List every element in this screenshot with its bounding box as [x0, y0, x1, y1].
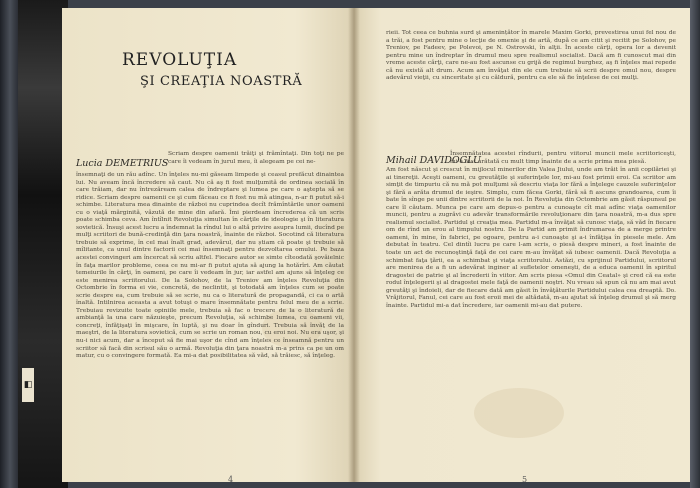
body-paragraphs: însemnaţi de un rău adînc. Un înţeles nu-mi găseam limpede şi ceasul prefăcut dinaintea lui. Nu aveam încă încredere să caut. Nu că aş fi fost mulţumită de ordinea socială în care trăiam, dar nu întrezăream calea de îndreptare şi lumea pe care o aştepta să se ridice. Scriam despre oamenii ce şi cum făceau ce fi fost nu mă atingea, n-ar fi putut să-i schimbe. Literatura mea dinainte de război nu cuprindea decît frămîntările unor oameni cu o viaţă mărginită, văzută de mine din afară. Îmi pierdeam încrederea că un scris poate schimba ceva. Am întîlnit Revoluţia simultan în cărţile de ideologie şi în literatura sovietică. Însuşi acest lucru a îndemnat la rîndul lui o altă privire asupra lumii, ducînd pe mulţi scriitori de bună-credinţă din ţara noastră, înainte de război. Socotind că literatura trebuie să exprime, în cel mai înalt grad, adevărul, dar nu știam că poate şi trebuie să mîlitante, ca unul dintre factorii cei mai însemnaţi pentru dezvoltarea omului. Pe baza acestei convingeri am încercat să scriu altfel. Fiecare autor se simte cîteodată şovăielnic în faţa marilor probleme, ceea ce nu mi-ar fi putut ajuta să ajung la hotărîri. Am căutat temeiurile în cărţi, în oameni, pe care îi vedeam în jur, iar astfel am ajuns să înţeleg ce este menirea scriitorului. De la Solohov, de la Treniov am înţeles Revoluţia din Octombrie în forma ei vie, concretă, de neclintit, şi totodată am înţeles cum se poate scrie despre ea, cum trebuie să se scrie, nu ca o literatură de propagandă, ci ca o artă înaltă. Intilnirea aceasta a avut totuşi o mare însemnătate pentru felul meu de a scrie. Trebuiau revizuite toate opiniile mele, trebuia să fac o trecere de la o literatură de ambianţă la una care năzuieşte, precum Revoluţia, să schimbe lumea, cu oameni vii, concreţi, înfăţişaţi în mişcare, în luptă, şi nu doar în gînduri. Trebuia să învăţ de la maeştri, de la literatura sovietică, cum se scrie un roman nou, cu eroi noi. Nu era uşor, şi nu-i nici acum, dar a început să fie mai uşor de cînd am înţeles ce înseamnă pentru un scriitor să facă din scrisul său o armă. Revoluţia din ţara noastră m-a prins ca pe un om matur, cu o convingere formată. Ea mi-a dat posibilitatea să văd, să trăiesc, să înţeleg.: [76, 172, 344, 360]
page-number: 4: [228, 475, 234, 482]
continued-paragraph: rieii. Tot ceea ce buhnia surd şi amenințător în marele Maxim Gorki, prevestirea unui fel nou de a trăi, a fost pentru mine o lecţie de omenie şi de artă, după ce am citit şi recitit pe Solohov, pe Treniov, pe Fadeev, pe Polevoi, pe N. Ostrovski, în alţii. În aceste cărţi, opera lor a devenit pentru mine un îndreptar în drumul meu spre realismul socialist. Dacă am fi cunoscut mai din vreme aceste cărţi, care ne-au fost ascunse cu grijă de regimul burghez, aş fi înţeles mai repede că nu există alt drum. Acum am învăţat din ele cum trebuie să scrii despre omul nou, despre adevărul vieţii, cu sinceritate şi cu căldură, pentru ca ele să fie înţelese de cei mulţi.: [386, 30, 676, 82]
photo-insert: [18, 0, 68, 488]
right-page: [354, 8, 690, 482]
photo-label-tab: ◧: [22, 368, 34, 402]
page-number: 5: [522, 475, 528, 482]
intro-paragraph: Însemnătatea acestei rîndurii, pentru viitorul muncii mele scriitoriceşti, mi-a fost arătată cu mult timp înainte de a scrie prima mea piesă.: [450, 151, 676, 165]
author-name: Mihail DAVIDOGLU: [386, 155, 482, 166]
article-title: REVOLUŢIA: [122, 50, 238, 70]
article-subtitle: ŞI CREAŢIA NOASTRĂ: [140, 74, 303, 89]
author-name: Lucia DEMETRIUS: [76, 158, 169, 169]
book-cover-edge-left: [0, 0, 20, 488]
book-cover-edge-right: [690, 0, 700, 488]
intro-paragraph: Scriam despre oamenii trăiţi şi frămîntaţi. Din toţi ne pe care îi vedeam în jurul meu, îi alegeam pe cei ne-: [168, 151, 344, 165]
left-page: [62, 8, 354, 482]
body-paragraphs: Am fost născut şi crescut în mijlocul minerilor din Valea Jiului, unde am trăit în anii copilăriei şi ai tinereţii. Aceşti oameni, cu greutăţile şi suferinţele lor, mi-au fost primii eroi. Ca scriitor am simţit de timpuriu că nu mă pot mulţumi să descriu viaţa lor fără a înţelege cauzele suferinţelor şi fără a arăta drumul de ieşire. Simplu, cum făcea Gorki, fără să fi ascuns grandoarea, cum îi bate în sînge pe unii dintre scriitorii de la noi. În Revoluţia din Octombrie am găsit răspunsul pe care îl căutam. Munca pe care am depus-o pentru a cunoaşte cît mai adînc viaţa oamenilor muncii, pentru a zugrăvi cu adevăr transformările revoluţionare din ţara noastră, m-a dus spre realismul socialist. Partidul şi creaţia mea. Partidul m-a învăţat să cunosc viaţa, să văd în fiecare om de rînd un erou al timpului nostru. De la Partid am primit îndrumarea de a merge printre oameni, în mine, în fabrici, pe ogoare, pentru a-i cunoaşte şi a-i înfăţişa în piesele mele. Am debutat în teatru. Cel dintîi lucru pe care l-am scris, o piesă despre mineri, a fost înainte de toate un act de recunoştinţă faţă de cei care m-au învăţat să iubesc oamenii. Dacă Revoluţia a schimbat faţa ţării, ea a schimbat şi viaţa scriitorului. Astăzi, cu sprijinul Partidului, scriitorul are menirea de a fi un adevărat inginer al sufletelor omeneşti, de a educa oamenii în spiritul dragostei de patrie şi al încrederii în viitor. Am scris piesa «Omul din Ceatal» şi cred că ea este rodul înţelegerii şi al dragostei mele faţă de oamenii noştri. Nu vreau să spun că nu am mai avut greutăţi şi îndoieli, dar de fiecare dată am găsit în învăţăturile Partidului calea cea dreaptă. Do. Vrăjitorul, Fanul, cei care au fost eroii mei de altădată, m-au ajutat să înţeleg drumul şi să merg înainte. Partidul mi-a dat încredere, iar oamenii mi-au dat putere.: [386, 167, 676, 309]
book-gutter: [348, 8, 360, 482]
